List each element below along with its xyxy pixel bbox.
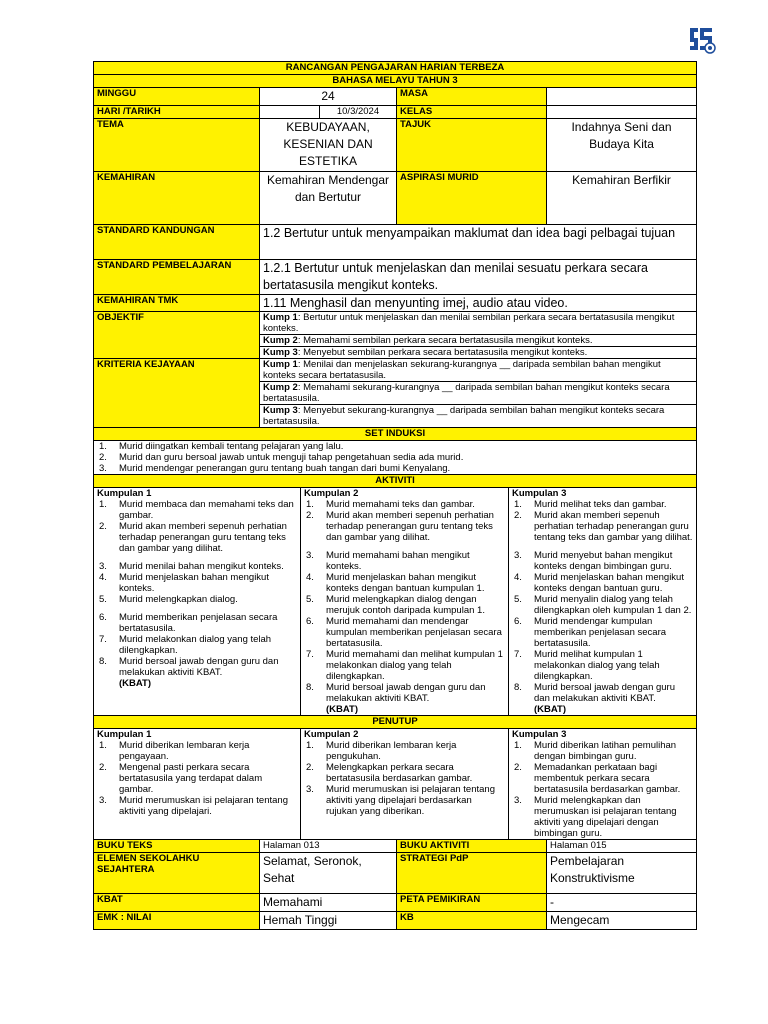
list-number: 5. — [306, 594, 314, 605]
subject-title: BAHASA MELAYU TAHUN 3 — [94, 75, 697, 88]
list-item-text: Murid memahami teks dan gambar. — [326, 499, 475, 510]
list-number: 1. — [514, 740, 522, 751]
penutup-kumpulan-2 — [301, 729, 509, 839]
spacer — [119, 605, 297, 612]
objektif-text: : Memahami sembilan perkara secara bertatasusila mengikut konteks. — [297, 335, 593, 346]
list-number: 2. — [514, 510, 522, 521]
list-item — [97, 561, 297, 572]
list-item-text: Murid menyalin dialog yang telah dilengkapkan oleh kumpulan 1 dan 2. — [534, 594, 692, 616]
list-number: 2. — [99, 762, 107, 773]
penutup-k3-title: Kumpulan 3 — [512, 729, 567, 740]
list-item — [512, 649, 693, 682]
list-item-text: Murid merumuskan isi pelajaran tentang aktiviti yang dipelajari. — [119, 795, 288, 817]
aktiviti-heading: AKTIVITI — [94, 475, 697, 488]
list-item — [97, 634, 297, 656]
aktiviti-kumpulan-1 — [94, 488, 301, 715]
list-item — [304, 550, 505, 572]
list-item-text: Murid diberikan lembaran kerja pengukuhan. — [326, 740, 457, 762]
kriteria-text: : Menyebut sekurang-kurangnya __ daripada sembilan bahan mengikut konteks secara bertatasusila. — [263, 405, 665, 427]
kriteria-group-label: Kump 3 — [263, 405, 298, 416]
kriteria-item — [260, 381, 696, 404]
list-item — [304, 649, 505, 682]
penutup-k3-list — [512, 740, 693, 839]
list-item — [512, 572, 693, 594]
set-induksi-list — [97, 441, 693, 474]
objektif-group-label: Kump 3 — [263, 347, 298, 358]
list-item-text: Murid menyebut bahan mengikut konteks dengan bimbingan guru. — [534, 550, 673, 572]
strategi-label: STRATEGI PdP — [397, 853, 547, 894]
list-number: 6. — [306, 616, 314, 627]
masa-value — [547, 88, 697, 106]
elemen-value: Selamat, Seronok, Sehat — [260, 853, 397, 894]
list-item — [512, 616, 693, 649]
minggu-value: 24 — [260, 88, 397, 106]
kriteria-group-label: Kump 2 — [263, 382, 298, 393]
penutup-k2-list — [304, 740, 505, 817]
peta-label: PETA PEMIKIRAN — [397, 894, 547, 912]
sk-value: 1.2 Bertutur untuk menyampaikan maklumat dan idea bagi pelbagai tujuan — [260, 225, 697, 260]
hari-label: HARI /TARIKH — [94, 106, 260, 119]
objektif-text: : Menyebut sembilan perkara secara bertatasusila mengikut konteks. — [297, 347, 588, 358]
list-item — [304, 572, 505, 594]
list-item — [304, 499, 505, 510]
kelas-label: KELAS — [397, 106, 547, 119]
list-number: 3. — [514, 550, 522, 561]
list-item — [304, 616, 505, 649]
list-item-text: Murid akan memberi sepenuh perhatian terhadap penerangan guru tentang teks dan gambar yang dilihat. — [119, 521, 287, 554]
list-item — [512, 795, 693, 839]
objektif-text: : Bertutur untuk menjelaskan dan menilai sembilan perkara secara bertatasusila mengikut konteks. — [263, 312, 675, 334]
list-number: 2. — [99, 452, 107, 463]
list-number: 1. — [99, 740, 107, 751]
objektif-group-label: Kump 2 — [263, 335, 298, 346]
kriteria-text: : Menilai dan menjelaskan sekurang-kurangnya __ daripada sembilan bahan mengikut konteks secara bertatasusila. — [263, 359, 661, 381]
aspirasi-label: ASPIRASI MURID — [397, 172, 547, 225]
objektif-list — [260, 312, 697, 359]
tmk-value: 1.11 Menghasil dan menyunting imej, audio atau video. — [260, 295, 697, 312]
penutup-heading: PENUTUP — [94, 716, 697, 729]
list-item — [97, 612, 297, 634]
list-item — [97, 656, 297, 689]
kriteria-list — [260, 359, 697, 428]
set-induksi-heading: SET INDUKSI — [94, 428, 697, 441]
list-item-text: Murid memberikan penjelasan secara bertatasusila. — [119, 612, 278, 634]
list-number: 8. — [514, 682, 522, 693]
elemen-label: ELEMEN SEKOLAHKU SEJAHTERA — [94, 853, 260, 894]
tajuk-label: TAJUK — [397, 119, 547, 172]
tema-label: TEMA — [94, 119, 260, 172]
list-item — [512, 594, 693, 616]
list-item-text: Murid menjelaskan bahan mengikut konteks dengan bantuan guru. — [534, 572, 684, 594]
list-item — [97, 521, 297, 561]
buku-aktiviti-label: BUKU AKTIVITI — [397, 840, 547, 853]
kemahiran-value: Kemahiran Mendengar dan Bertutur — [260, 172, 397, 225]
kb-label: KB — [397, 912, 547, 930]
list-item — [304, 510, 505, 550]
sp-value: 1.2.1 Bertutur untuk menjelaskan dan menilai sesuatu perkara secara bertatasusila mengikut konteks. — [260, 260, 697, 295]
kriteria-label: KRITERIA KEJAYAAN — [94, 359, 260, 428]
list-number: 6. — [514, 616, 522, 627]
tema-value: KEBUDAYAAN, KESENIAN DAN ESTETIKA — [260, 119, 397, 172]
sp-label: STANDARD PEMBELAJARAN — [94, 260, 260, 295]
tarikh-value: 10/3/2024 — [320, 106, 397, 119]
list-number: 2. — [514, 762, 522, 773]
spacer — [326, 543, 505, 550]
list-item-text: Murid mendengar kumpulan memberikan penjelasan secara bertatasusila. — [534, 616, 667, 649]
spacer — [119, 554, 297, 561]
set-induksi-text: Murid diingatkan kembali tentang pelajaran yang lalu. — [119, 441, 344, 452]
list-item-text: Murid membaca dan memahami teks dan gambar. — [119, 499, 294, 521]
objektif-label: OBJEKTIF — [94, 312, 260, 359]
objektif-item — [260, 334, 696, 346]
list-item-text: Murid menilai bahan mengikut konteks. — [119, 561, 284, 572]
kbat-tag: (KBAT) — [119, 678, 152, 689]
list-item-text: Mengenal pasti perkara secara bertatasusila yang terdapat dalam gambar. — [119, 762, 263, 795]
kbat-tag: (KBAT) — [534, 704, 567, 715]
list-number: 2. — [99, 521, 107, 532]
buku-teks-value: Halaman 013 — [260, 840, 397, 853]
list-number: 2. — [306, 762, 314, 773]
list-item-text: Murid memahami bahan mengikut konteks. — [326, 550, 470, 572]
school-logo-icon — [684, 22, 718, 56]
list-item — [97, 499, 297, 521]
list-item — [97, 572, 297, 594]
list-item — [97, 740, 297, 762]
list-item — [304, 784, 505, 817]
list-number: 4. — [514, 572, 522, 583]
set-induksi-text: Murid dan guru bersoal jawab untuk menguji tahap pengetahuan sedia ada murid. — [119, 452, 464, 463]
list-number: 3. — [514, 795, 522, 806]
list-item — [97, 795, 297, 817]
list-item — [97, 594, 297, 612]
strategi-value: Pembelajaran Konstruktivisme — [547, 853, 697, 894]
kelas-value — [547, 106, 697, 119]
minggu-label: MINGGU — [94, 88, 260, 106]
list-number: 8. — [306, 682, 314, 693]
peta-value: - — [547, 894, 697, 912]
penutup-kumpulan-1 — [94, 729, 301, 839]
list-number: 1. — [306, 499, 314, 510]
list-item-text: Murid melakonkan dialog yang telah dilengkapkan. — [119, 634, 272, 656]
document-title: RANCANGAN PENGAJARAN HARIAN TERBEZA — [94, 62, 697, 75]
list-item-text: Murid melengkapkan dialog. — [119, 594, 238, 605]
list-item-text: Murid diberikan lembaran kerja pengayaan. — [119, 740, 250, 762]
aktiviti-k1-list — [97, 499, 297, 689]
list-item-text: Melengkapkan perkara secara bertatasusila berdasarkan gambar. — [326, 762, 473, 784]
aktiviti-k2-list — [304, 499, 505, 715]
list-number: 4. — [306, 572, 314, 583]
kriteria-text: : Memahami sekurang-kurangnya __ daripada sembilan bahan mengikut konteks secara bertatasusila. — [263, 382, 670, 404]
aspirasi-value: Kemahiran Berfikir — [547, 172, 697, 225]
list-item-text: Murid memahami dan mendengar kumpulan memberikan penjelasan secara bertatasusila. — [326, 616, 502, 649]
list-number: 3. — [306, 784, 314, 795]
list-item-text: Murid bersoal jawab dengan guru dan melakukan aktiviti KBAT. — [534, 682, 676, 704]
aktiviti-k3-list — [512, 499, 693, 715]
penutup-k2-title: Kumpulan 2 — [304, 729, 359, 740]
list-item-text: Murid melengkapkan dan merumuskan isi pelajaran tentang aktiviti yang dipelajari dengan bimbingan guru. — [534, 795, 677, 839]
list-number: 2. — [306, 510, 314, 521]
list-item-text: Murid bersoal jawab dengan guru dan melakukan aktiviti KBAT. — [119, 656, 279, 678]
kriteria-group-label: Kump 1 — [263, 359, 298, 370]
tmk-label: KEMAHIRAN TMK — [94, 295, 260, 312]
list-item-text: Murid bersoal jawab dengan guru dan melakukan aktiviti KBAT. — [326, 682, 486, 704]
list-item-text: Murid menjelaskan bahan mengikut konteks. — [119, 572, 269, 594]
list-item — [512, 499, 693, 510]
spacer — [534, 543, 693, 550]
list-number: 1. — [99, 499, 107, 510]
list-number: 5. — [514, 594, 522, 605]
buku-teks-label: BUKU TEKS — [94, 840, 260, 853]
aktiviti-k3-title: Kumpulan 3 — [512, 488, 567, 499]
objektif-group-label: Kump 1 — [263, 312, 298, 323]
list-item — [512, 550, 693, 572]
masa-label: MASA — [397, 88, 547, 106]
list-number: 1. — [306, 740, 314, 751]
list-number: 3. — [99, 795, 107, 806]
list-item — [97, 762, 297, 795]
set-induksi-item — [97, 441, 693, 452]
list-number: 1. — [99, 441, 107, 452]
aktiviti-k1-title: Kumpulan 1 — [97, 488, 152, 499]
kriteria-item — [260, 404, 696, 427]
list-number: 7. — [99, 634, 107, 645]
list-item — [304, 594, 505, 616]
objektif-item — [260, 346, 696, 358]
list-number: 5. — [99, 594, 107, 605]
list-item-text: Murid diberikan latihan pemulihan dengan bimbingan guru. — [534, 740, 677, 762]
list-number: 7. — [514, 649, 522, 660]
list-item-text: Murid melihat teks dan gambar. — [534, 499, 667, 510]
list-item — [304, 762, 505, 784]
list-number: 3. — [99, 561, 107, 572]
aktiviti-kumpulan-3 — [509, 488, 697, 715]
rph-table — [93, 61, 697, 930]
list-item — [304, 682, 505, 715]
kbat-tag: (KBAT) — [326, 704, 359, 715]
penutup-k1-list — [97, 740, 297, 817]
kbat-label: KBAT — [94, 894, 260, 912]
kemahiran-label: KEMAHIRAN — [94, 172, 260, 225]
list-number: 7. — [306, 649, 314, 660]
list-item-text: Murid akan memberi sepenuh perhatian terhadap penerangan guru tentang teks dan gambar yang dilihat. — [534, 510, 693, 543]
list-item-text: Memadankan perkataan bagi membentuk perkara secara bertatasusila berdasarkan gambar. — [534, 762, 681, 795]
list-number: 6. — [99, 612, 107, 623]
aktiviti-kumpulan-2 — [301, 488, 509, 715]
list-item-text: Murid akan memberi sepenuh perhatian terhadap penerangan guru tentang teks dan gambar yang dilihat. — [326, 510, 494, 543]
list-number: 3. — [306, 550, 314, 561]
sk-label: STANDARD KANDUNGAN — [94, 225, 260, 260]
list-item-text: Murid melihat kumpulan 1 melakonkan dialog yang telah dilengkapkan. — [534, 649, 660, 682]
hari-value — [260, 106, 320, 119]
list-number: 3. — [99, 463, 107, 474]
list-number: 8. — [99, 656, 107, 667]
list-item — [512, 740, 693, 762]
set-induksi-item — [97, 452, 693, 463]
list-item — [512, 682, 693, 715]
emk-label: EMK : NILAI — [94, 912, 260, 930]
objektif-item — [263, 312, 693, 334]
list-item — [304, 740, 505, 762]
kbat-value: Memahami — [260, 894, 397, 912]
set-induksi-cell — [94, 441, 697, 475]
penutup-k1-title: Kumpulan 1 — [97, 729, 152, 740]
penutup-kumpulan-3 — [509, 729, 697, 839]
list-number: 1. — [514, 499, 522, 510]
tajuk-value: Indahnya Seni dan Budaya Kita — [547, 119, 697, 172]
list-item — [512, 762, 693, 795]
list-item-text: Murid menjelaskan bahan mengikut konteks dengan bantuan kumpulan 1. — [326, 572, 485, 594]
emk-value: Hemah Tinggi — [260, 912, 397, 930]
set-induksi-text: Murid mendengar penerangan guru tentang buah tangan dari bumi Kenyalang. — [119, 463, 451, 474]
kriteria-item — [263, 359, 693, 381]
list-item-text: Murid merumuskan isi pelajaran tentang aktiviti yang dipelajari berdasarkan rujukan yang diberikan. — [326, 784, 495, 817]
kb-value: Mengecam — [547, 912, 697, 930]
list-number: 4. — [99, 572, 107, 583]
buku-aktiviti-value: Halaman 015 — [547, 840, 697, 853]
set-induksi-item — [97, 463, 693, 474]
list-item — [512, 510, 693, 550]
list-item-text: Murid memahami dan melihat kumpulan 1 melakonkan dialog yang telah dilengkapkan. — [326, 649, 503, 682]
aktiviti-k2-title: Kumpulan 2 — [304, 488, 359, 499]
list-item-text: Murid melengkapkan dialog dengan merujuk contoh daripada kumpulan 1. — [326, 594, 485, 616]
